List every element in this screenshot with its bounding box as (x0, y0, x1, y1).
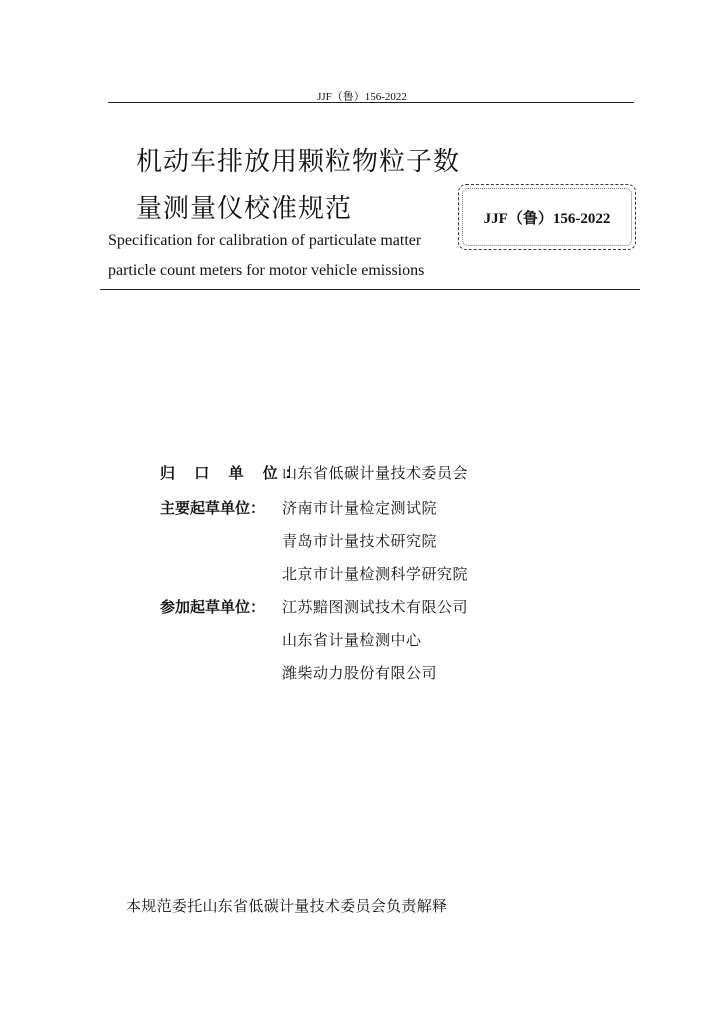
standard-code: JJF（鲁）156-2022 (483, 210, 611, 227)
participating-unit-2: 山东省计量检测中心 (282, 631, 422, 649)
main-drafting-row (0, 563, 724, 595)
interpretation-note: 本规范委托山东省低碳计量技术委员会负责解释 (126, 897, 448, 915)
responsible-unit-label: 归 口 单 位： (160, 464, 307, 482)
main-drafting-row (0, 530, 724, 562)
participating-unit-1: 江苏黯图测试技术有限公司 (282, 598, 469, 616)
participating-row (0, 662, 724, 694)
participating-label: 参加起草单位： (160, 598, 266, 616)
title-chinese-line-2: 量测量仪校准规范 (136, 194, 353, 224)
title-english-line-1: Specification for calibration of particulate matter (108, 232, 422, 249)
responsible-unit-row (0, 462, 724, 494)
main-drafting-unit-1: 济南市计量检定测试院 (282, 499, 438, 517)
title-chinese-line-1: 机动车排放用颗粒物粒子数 (136, 147, 461, 177)
main-drafting-label: 主要起草单位： (160, 499, 266, 517)
main-drafting-row (0, 497, 724, 529)
title-rule (100, 289, 640, 290)
standard-code-box (458, 184, 636, 250)
participating-unit-3: 潍柴动力股份有限公司 (282, 664, 438, 682)
title-english-line-2: particle count meters for motor vehicle emissions (108, 262, 425, 279)
main-drafting-unit-3: 北京市计量检测科学研究院 (282, 565, 469, 583)
responsible-unit: 山东省低碳计量技术委员会 (282, 464, 469, 482)
main-drafting-unit-2: 青岛市计量技术研究院 (282, 532, 438, 550)
participating-row (0, 596, 724, 628)
participating-row (0, 629, 724, 661)
running-header: JJF（鲁）156-2022 (317, 91, 407, 103)
header-rule (108, 102, 634, 103)
